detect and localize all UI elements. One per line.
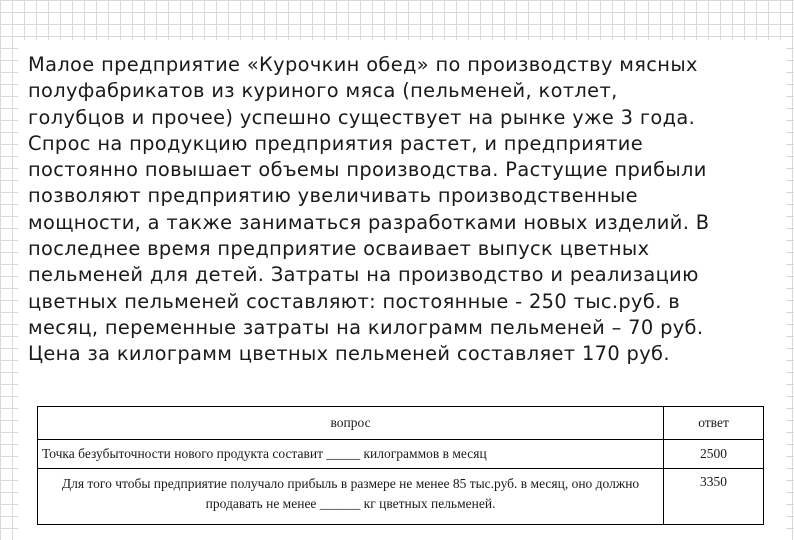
qa-table <box>37 406 764 525</box>
table-row <box>38 469 764 525</box>
table-row <box>38 440 764 469</box>
problem-text: Малое предприятие «Курочкин обед» по производству мясных полуфабрикатов из куриного мяса (пельменей, котлет, голубцов и прочее) успешно существует на рынке уже 3 года. Спрос на продукцию предприятия растет, и предприятие постоянно повышает объемы производства. Растущие прибыли позволяют предприятию увеличивать производственные мощности, а также заниматься разработками новых изделий. В последнее время предприятие осваивает выпуск цветных пельменей для детей. Затраты на производство и реализацию цветных пельменей составляют: постоянные - 250 тыс.руб. в месяц, переменные затраты на килограмм пельменей – 70 руб. Цена за килограмм цветных пельменей составляет 170 руб. <box>28 53 710 366</box>
table-header-row <box>38 407 764 440</box>
answer-cell: 2500 <box>664 440 764 469</box>
content-panel <box>18 40 786 540</box>
answer-cell: 3350 <box>664 469 764 525</box>
question-cell: Точка безубыточности нового продукта составит _____ килограммов в месяц <box>38 440 664 469</box>
question-cell: Для того чтобы предприятие получало прибыль в размере не менее 85 тыс.руб. в месяц, оно должно продавать не менее ______ кг цветных пельменей. <box>38 469 664 525</box>
header-question: вопрос <box>38 407 664 440</box>
header-answer: ответ <box>664 407 764 440</box>
